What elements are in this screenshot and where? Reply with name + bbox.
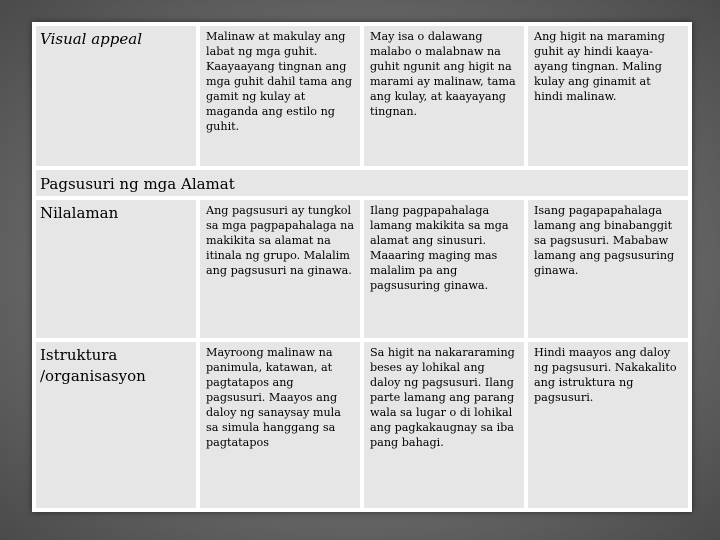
level-3-cell: Ang higit na maraming guhit ay hindi kaaya-ayang tingnan. Maling kulay ang ginamit at hindi malinaw. — [528, 26, 688, 166]
level-1-cell: Mayroong malinaw na panimula, katawan, at pagtatapos ang pagsusuri. Maayos ang daloy ng sanaysay mula sa simula hanggang sa pagtatapos — [200, 342, 360, 508]
level-1-cell: Ang pagsusuri ay tungkol sa mga pagpapahalaga na makikita sa alamat na itinala ng grupo. Malalim ang pagsusuri na ginawa. — [200, 200, 360, 338]
level-2-cell: May isa o dalawang malabo o malabnaw na guhit ngunit ang higit na marami ay malinaw, tama ang kulay, at kaayayang tingnan. — [364, 26, 524, 166]
criterion-cell: Istruktura /organisasyon — [36, 342, 196, 508]
criterion-cell: Visual appeal — [36, 26, 196, 166]
section-heading: Pagsusuri ng mga Alamat — [36, 170, 688, 196]
level-1-cell: Malinaw at makulay ang labat ng mga guhit. Kaayaayang tingnan ang mga guhit dahil tama ang gamit ng kulay at maganda ang estilo ng guhit. — [200, 26, 360, 166]
rubric-row-istruktura — [36, 342, 688, 508]
rubric-row-nilalaman — [36, 200, 688, 338]
level-2-cell: Ilang pagpapahalaga lamang makikita sa mga alamat ang sinusuri. Maaaring maging mas malalim pa ang pagsusuring ginawa. — [364, 200, 524, 338]
level-3-cell: Isang pagapapahalaga lamang ang binabanggit sa pagsusuri. Mababaw lamang ang pagsusuring ginawa. — [528, 200, 688, 338]
rubric-row-visual-appeal — [36, 26, 688, 166]
level-2-cell: Sa higit na nakararaming beses ay lohikal ang daloy ng pagsusuri. Ilang parte lamang ang parang wala sa lugar o di lohikal ang pagkakaugnay sa iba pang bahagi. — [364, 342, 524, 508]
slide — [32, 22, 692, 512]
criterion-cell: Nilalaman — [36, 200, 196, 338]
level-3-cell: Hindi maayos ang daloy ng pagsusuri. Nakakalito ang istruktura ng pagsusuri. — [528, 342, 688, 508]
